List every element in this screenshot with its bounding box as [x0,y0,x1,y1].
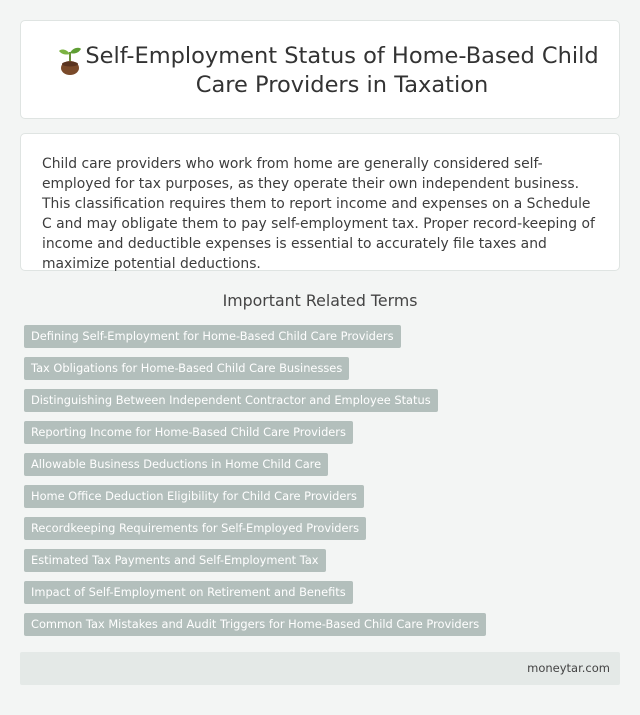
term-tag[interactable]: Impact of Self-Employment on Retirement and Benefits [24,581,353,604]
summary-card [20,133,620,271]
terms-list [24,325,486,645]
term-tag[interactable]: Allowable Business Deductions in Home Child Care [24,453,328,476]
page-title: Self-Employment Status of Home-Based Child Care Providers in Taxation [85,43,599,98]
term-tag[interactable]: Reporting Income for Home-Based Child Care Providers [24,421,353,444]
term-tag[interactable]: Home Office Deduction Eligibility for Child Care Providers [24,485,364,508]
footer [20,652,620,685]
term-tag[interactable]: Distinguishing Between Independent Contractor and Employee Status [24,389,438,412]
term-tag[interactable]: Recordkeeping Requirements for Self-Employed Providers [24,517,366,540]
term-tag[interactable]: Defining Self-Employment for Home-Based Child Care Providers [24,325,401,348]
terms-heading: Important Related Terms [222,291,418,310]
summary-text: Child care providers who work from home are generally considered self-employed for tax purposes, as they operate their own independent business. This classification requires them to report income and expenses on a Schedule C and may obligate them to pay self-employment tax. Proper record-keeping of income and deductible expenses is essential to accurately file taxes and maximize potential deductions. [42,156,595,272]
footer-site[interactable]: moneytar.com [527,661,610,675]
title-card [20,20,620,119]
term-tag[interactable]: Estimated Tax Payments and Self-Employment Tax [24,549,326,572]
term-tag[interactable]: Tax Obligations for Home-Based Child Care Businesses [24,357,349,380]
term-tag[interactable]: Common Tax Mistakes and Audit Triggers for Home-Based Child Care Providers [24,613,486,636]
